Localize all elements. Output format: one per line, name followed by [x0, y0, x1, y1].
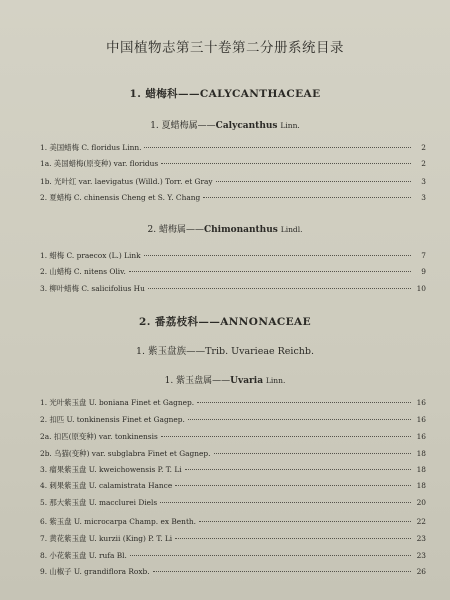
dot-leader [144, 254, 411, 256]
genus-heading-chimonanthus [0, 222, 450, 235]
entry-text: 3. 柳叶蜡梅 C. salicifolius Hu [40, 284, 145, 293]
entry-page: 2 [421, 143, 426, 152]
genus-chinese-name: 蜡梅属—— [158, 225, 204, 235]
species-entry [40, 142, 426, 154]
entry-page: 22 [416, 517, 426, 526]
genus-latin-name: Calycanthus [215, 121, 278, 131]
entry-page: 10 [416, 284, 426, 293]
entry-page: 18 [416, 465, 426, 474]
dot-leader [161, 435, 411, 437]
entry-text: 2. 山蜡梅 C. nitens Oliv. [40, 267, 126, 276]
species-entry [40, 566, 426, 578]
entry-text: 7. 黄花紫玉盘 U. kurzii (King) P. T. Li [40, 534, 173, 543]
entry-page: 20 [416, 498, 426, 507]
entry-page: 16 [416, 415, 426, 424]
entry-page: 26 [416, 567, 426, 576]
entry-text: 1. 美国蜡梅 C. floridus Linn. [40, 143, 142, 152]
entry-text: 1. 光叶紫玉盘 U. boniana Finet et Gagnep. [40, 398, 195, 407]
entry-page: 23 [416, 551, 426, 560]
species-entry [40, 448, 426, 460]
genus-heading-calycanthus [0, 118, 450, 131]
species-entry [40, 250, 426, 262]
dot-leader [216, 180, 411, 182]
species-entry [40, 497, 426, 509]
species-entry [40, 414, 426, 426]
dot-leader [129, 270, 411, 272]
dot-leader [175, 484, 411, 486]
dot-leader [188, 418, 411, 420]
entry-page: 23 [416, 534, 426, 543]
dot-leader [214, 452, 411, 454]
entry-text: 2b. 乌猫(变种) var. subglabra Finet et Gagnep. [40, 449, 211, 458]
species-entry [40, 192, 426, 204]
entry-text: 9. 山椒子 U. grandiflora Roxb. [40, 567, 150, 576]
tribe-heading: 1. 紫玉盘族——Trib. Uvarieae Reichb. [135, 346, 315, 357]
entry-page: 2 [421, 159, 426, 168]
genus-number: 2. [147, 225, 157, 235]
entry-text: 2. 扣匹 U. tonkinensis Finet et Gagnep. [40, 415, 185, 424]
entry-page: 18 [416, 449, 426, 458]
genus-latin-name: Uvaria [230, 376, 264, 386]
entry-text: 6. 紫玉盘 U. microcarpa Champ. ex Benth. [40, 517, 197, 526]
species-entry [40, 431, 426, 443]
species-entry [40, 480, 426, 492]
entry-page: 3 [421, 177, 426, 186]
dot-leader [153, 570, 411, 572]
dot-leader [197, 401, 411, 403]
entry-text: 3. 瘤果紫玉盘 U. kweichowensis P. T. Li [40, 465, 182, 474]
page-title: 中国植物志第三十卷第二分册系统目录 [106, 40, 344, 56]
genus-author: Linn. [280, 121, 300, 130]
entry-text: 1. 蜡梅 C. praecox (L.) Link [40, 251, 141, 260]
dot-leader [203, 196, 411, 198]
entry-text: 1a. 美国蜡梅(原变种) var. floridus [40, 159, 159, 168]
entry-page: 18 [416, 481, 426, 490]
species-entry [40, 176, 426, 188]
entry-page: 16 [416, 432, 426, 441]
species-entry [40, 283, 426, 295]
genus-author: Lindl. [280, 225, 303, 234]
entry-page: 3 [421, 193, 426, 202]
entry-page: 9 [421, 267, 426, 276]
genus-author: Linn. [265, 376, 286, 385]
entry-text: 2. 夏蜡梅 C. chinensis Cheng et S. Y. Chang [40, 193, 201, 202]
genus-number: 1. [150, 121, 159, 131]
dot-leader [148, 287, 411, 289]
dot-leader [144, 146, 411, 148]
genus-chinese-name: 夏蜡梅属—— [161, 121, 216, 131]
species-entry [40, 533, 426, 545]
dot-leader [175, 537, 411, 539]
entry-text: 2a. 扣匹(原变种) var. tonkinensis [40, 432, 158, 441]
entry-text: 4. 刺果紫玉盘 U. calamistrata Hance [40, 481, 173, 490]
dot-leader [185, 468, 411, 470]
genus-latin-name: Chimonanthus [203, 225, 278, 235]
dot-leader [160, 501, 411, 503]
entry-text: 5. 那大紫玉盘 U. macclurei Diels [40, 498, 158, 507]
species-entry [40, 266, 426, 278]
species-entry [40, 397, 426, 409]
entry-text: 1b. 光叶红 var. laevigatus (Willd.) Torr. et Gray [40, 177, 213, 186]
species-entry [40, 158, 426, 170]
dot-leader [161, 162, 411, 164]
entry-page: 7 [421, 251, 426, 260]
genus-heading-uvaria [0, 373, 450, 386]
species-entry [40, 464, 426, 476]
family-heading-calycanthaceae: 1. 蜡梅科——CALYCANTHACEAE [129, 88, 321, 100]
genus-chinese-name: 紫玉盘属—— [176, 376, 231, 386]
family-heading-annonaceae: 2. 番荔枝科——ANNONACEAE [139, 316, 311, 328]
entry-page: 16 [416, 398, 426, 407]
dot-leader [199, 520, 411, 522]
species-entry [40, 550, 426, 562]
species-entry [40, 516, 426, 528]
genus-number: 1. [164, 376, 174, 386]
dot-leader [130, 554, 411, 556]
entry-text: 8. 小花紫玉盘 U. rufa Bl. [40, 551, 127, 560]
